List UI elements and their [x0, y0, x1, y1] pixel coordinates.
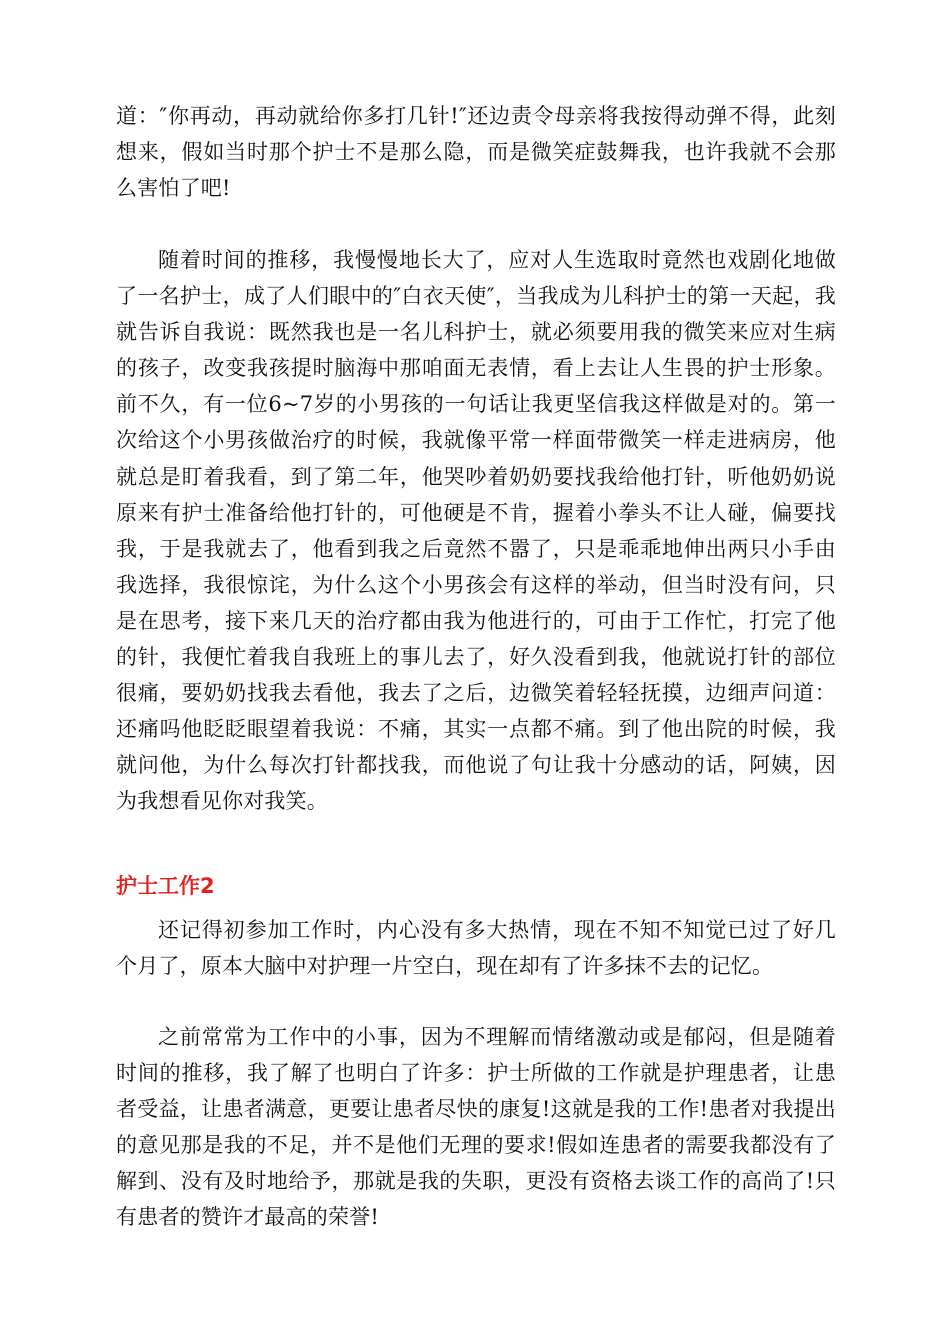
paragraph-3: 还记得初参加工作时，内心没有多大热情，现在不知不知觉已过了好几个月了，原本大脑中对护理一片空白，现在却有了许多抹不去的记忆。: [116, 918, 836, 979]
paragraph-1: 道：″你再动，再动就给你多打几针!″还边责令母亲将我按得动弹不得，此刻想来，假如当时那个护士不是那么隐，而是微笑症鼓舞我，也许我就不会那么害怕了吧!: [116, 104, 836, 201]
section-heading: 护士工作2: [116, 874, 215, 898]
paragraph-2: 随着时间的推移，我慢慢地长大了，应对人生选取时竟然也戏剧化地做了一名护士，成了人们眼中的″白衣天使″，当我成为儿科护士的第一天起，我就告诉自我说：既然我也是一名儿科护士，就必须要用我的微笑来应对生病的孩子，改变我孩提时脑海中那咱面无表情，看上去让人生畏的护士形象。前不久，有一位6~7岁的小男孩的一句话让我更坚信我这样做是对的。第一次给这个小男孩做治疗的时候，我就像平常一样面带微笑一样走进病房，他就总是盯着我看，到了第二年，他哭吵着奶奶要找我给他打针，听他奶奶说原来有护士准备给他打针的，可他硬是不肯，握着小拳头不让人碰，偏要找我，于是我就去了，他看到我之后竟然不嚣了，只是乖乖地伸出两只小手由我选择，我很惊诧，为什么这个小男孩会有这样的举动，但当时没有问，只是在思考，接下来几天的治疗都由我为他进行的，可由于工作忙，打完了他的针，我便忙着我自我班上的事儿去了，好久没看到我，他就说打针的部位很痛，要奶奶找我去看他，我去了之后，边微笑着轻轻抚摸，边细声问道：还痛吗他眨眨眼望着我说：不痛，其实一点都不痛。到了他出院的时候，我就问他，为什么每次打针都找我，而他说了句让我十分感动的话，阿姨，因为我想看见你对我笑。: [116, 248, 836, 814]
paragraph-4: 之前常常为工作中的小事，因为不理解而情绪激动或是郁闷，但是随着时间的推移，我了解了也明白了许多：护士所做的工作就是护理患者，让患者受益，让患者满意，更要让患者尽快的康复!这就是我的工作!患者对我提出的意见那是我的不足，并不是他们无理的要求!假如连患者的需要我都没有了解到、没有及时地给予，那就是我的失职，更没有资格去谈工作的高尚了!只有患者的赞许才最高的荣誉!: [116, 1025, 836, 1230]
